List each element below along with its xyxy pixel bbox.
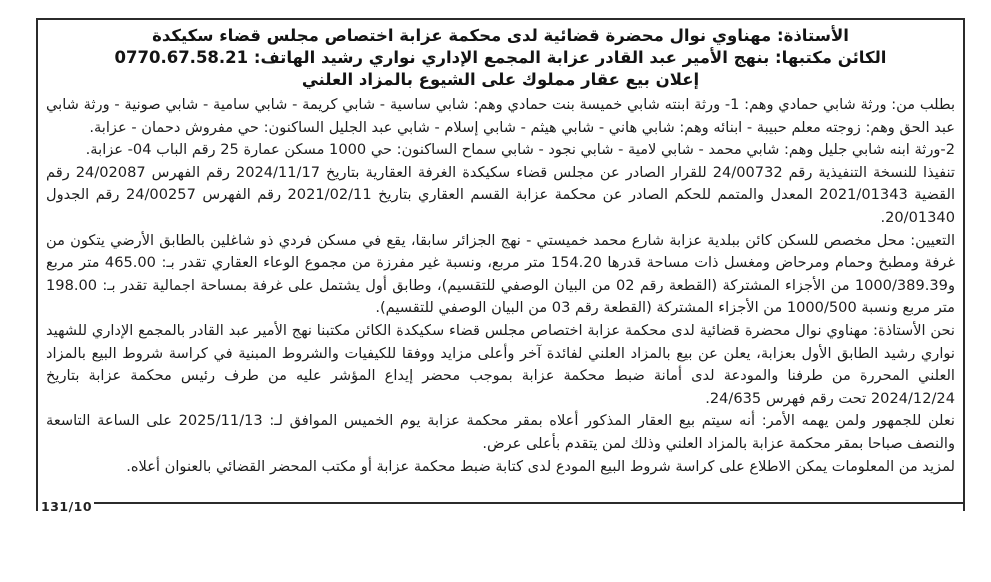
- paragraph-sale-declaration: نحن الأستاذة: مهناوي نوال محضرة قضائية لدى محكمة عزابة اختصاص مجلس قضاء سكيكدة الكائن مكتبنا نهج الأمير عبد القادر بالمجمع الإداري للشهيد نواري رشيد الطابق الأول بعزابة، يعلن عن بيع بالمزاد العلني لفائدة آخر وأعلى مزايد ووفقا للكيفيات والشروط المبنية في كراسة شروط البيع بالمزاد العلني المحررة من طرفنا والمودعة لدى أمانة ضبط محكمة عزابة بموجب محضر إيداع المؤشر عليه من طرف رئيس محكمة عزابة بتاريخ 2024/12/24 تحت رقم فهرس 24/635.: [46, 321, 955, 407]
- notice-body: [46, 94, 955, 493]
- paragraph-second-heirs: 2-ورثة ابنه شابي جليل وهم: شابي محمد - شابي لامية - شابي نجود - شابي سماح الساكنون: حي 1000 مسكن عمارة 25 رقم الباب 04- عزابة.: [85, 141, 955, 159]
- notice-header: [46, 25, 955, 91]
- announcement-title: إعلان بيع عقار مملوك على الشيوع بالمزاد العلني: [301, 70, 700, 89]
- paragraph-executive-copy: تنفيذا للنسخة التنفيذية رقم 24/00732 للقرار الصادر عن مجلس قضاء سكيكدة الغرفة العقارية بتاريخ 2024/11/17 رقم الفهرس 24/02087 رقم القضية 2021/01343 المعدل والمتمم للحكم الصادر عن محكمة عزابة القسم العقاري بتاريخ 2021/02/11 رقم الفهرس 24/00257 رقم الجدول 20/01340.: [46, 163, 956, 226]
- paragraph-property-designation: التعيين: محل مخصص للسكن كائن ببلدية عزابة شارع محمد خميستي - نهج الجزائر سابقا، يقع في مسكن فردي ذو شاغلين بالطابق الأرضي يتكون من غرفة ومطبخ وحمام ومرحاض ومغسل ذات مساحة قدرها 154.20 متر مربع، ونسبة غير مفرزة من مجموع الوعاء العقاري تقدر بـ: 465.00 متر مربع و1000/389.39 من الأجزاء المشتركة (القطعة رقم 02 من البيان الوصفي للتقسيم)، وطابق أول يشتمل على غرفة بمساحة اجمالية تقدر بـ: 198.00 متر مربع ونسبة 1000/500 من الأجزاء المشتركة (القطعة رقم 03 من البيان الوصفي للتقسيم).: [46, 231, 956, 317]
- paragraph-requesting-heirs: بطلب من: ورثة شابي حمادي وهم: 1- ورثة ابنته شابي خميسة بنت حمادي وهم: شابي ساسية - شابي كريمة - شابي سامية - شابي صونية - ورثة شابي عبد الحق وهم: زوجته معلم حبيبة - ابنائه وهم: شابي هاني - شابي هيثم - شابي إسلام - شابي عبد الجليل الساكنون: حي مفروش دحمان - عزابة.: [46, 96, 956, 136]
- paragraph-auction-date: نعلن للجمهور ولمن يهمه الأمر: أنه سيتم بيع العقار المذكور أعلاه بمقر محكمة عزابة يوم الخميس الموافق لـ: 2025/11/13 على الساعة التاسعة والنصف صباحا بمقر محكمة عزابة بالمزاد العلني وذلك لمن يتقدم بأعلى عرض.: [46, 412, 955, 452]
- office-address-line: الكائن مكتبها: بنهج الأمير عبد القادر عزابة المجمع الإداري نواري رشيد الهاتف: 0770.67.58.21: [114, 48, 887, 67]
- clipping-number: 131/10: [38, 499, 94, 514]
- bottom-border-row: [38, 495, 963, 514]
- paragraph-more-info: لمزيد من المعلومات يمكن الاطلاع على كراسة شروط البيع المودع لدى كتابة ضبط محكمة عزابة أو مكتب المحضر القضائي بالعنوان أعلاه.: [126, 457, 955, 475]
- auction-notice-box: [36, 18, 965, 514]
- bottom-rule: [94, 502, 963, 504]
- bailiff-name-line: الأستاذة: مهناوي نوال محضرة قضائية لدى محكمة عزابة اختصاص مجلس قضاء سكيكدة: [152, 26, 849, 45]
